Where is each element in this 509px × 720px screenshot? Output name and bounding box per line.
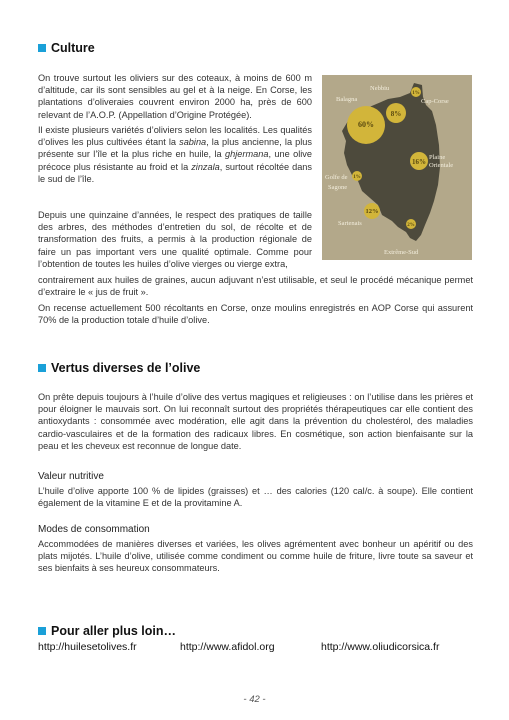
vertus-paragraph: On prête depuis toujours à l’huile d’olive des vertus magiques et religieuses : on l’utilise dans les prières et pour éloigner le mauvais sort. On lui reconnaît surtout des propriétés thérapeutiques car elle contient des antioxydants : consommée avec modération, elle agit dans la prévention du cholestérol, des maladies cardio-vasculaires et de la formation des radicaux libres. En cosmétique, son action bienfaisante sur la peau et les cheveux est reconnue de longue date.: [38, 392, 473, 451]
vertus-heading: [38, 361, 200, 375]
map-label-plaine: Plaine: [429, 154, 446, 161]
culture-heading: [38, 41, 95, 55]
link-afidol[interactable]: http://www.afidol.org: [180, 641, 275, 653]
map-label-balagna: Balagna: [336, 96, 358, 103]
heading-square-icon: [38, 44, 46, 52]
vertus-title: Vertus diverses de l’olive: [51, 361, 201, 375]
map-label-orientale: Orientale: [429, 162, 454, 169]
culture-paragraph-1: On trouve surtout les oliviers sur des coteaux, à moins de 600 m d’altitude, car ils sont sensibles au gel et à la neige. En Corse, les plantations d’oliveraies couvrent environ 2000 ha, près de 600 relevant de l’A.O.P. (Appellation d’Origine Protégée).: [38, 73, 312, 120]
bubble-label-cap-corse: 1%: [412, 91, 420, 96]
bubble-label-golfe-sagone: 1%: [353, 175, 361, 180]
heading-square-icon: [38, 364, 46, 372]
corsica-production-map: [322, 75, 472, 260]
variety-zinzala: zinzala: [191, 161, 220, 172]
culture-paragraph-3-cont: contrairement aux huiles de graines, aucun adjuvant n’est utilisable, et seul le procédé mécanique permet d’extraire le « jus de fruit ».: [38, 275, 473, 298]
map-label-extreme-sud: Extrême-Sud: [384, 249, 419, 256]
variety-ghjermana: ghjermana: [225, 149, 269, 160]
map-label-nebbiu: Nebbiu: [370, 85, 390, 92]
map-label-golfe-de: Golfe de: [325, 174, 348, 181]
variety-sabina: sabina: [179, 137, 207, 148]
bubble-label-nebbiu: 8%: [390, 110, 402, 118]
plusloin-title: Pour aller plus loin…: [51, 624, 177, 638]
culture-paragraph-3: Depuis une quinzaine d’années, le respect des pratiques de taille des arbres, des méthodes d’entretien du sol, de récolte et de transformation des fruits, a permis à la production régionale de faire un pas important vers une qualité optimale. Comme pour l’obtention de toutes les huiles d’olive vierges ou vierge extra,: [38, 210, 312, 269]
heading-square-icon: [38, 627, 46, 635]
valeur-text: L’huile d’olive apporte 100 % de lipides (graisses) et … des calories (120 cal/c. à soupe). Elle contient également de la vitamine E et de la provitamine A.: [38, 486, 473, 509]
valeur-subtitle: Valeur nutritive: [38, 471, 104, 482]
bubble-label-extreme-sud: 2%: [407, 223, 415, 228]
bubble-label-sartenais: 12%: [365, 208, 379, 215]
link-huilesetolives[interactable]: http://huilesetolives.fr: [38, 641, 137, 653]
bubble-label-balagna: 60%: [358, 120, 374, 129]
culture-title: Culture: [51, 41, 95, 55]
map-label-sagone: Sagone: [328, 184, 348, 191]
page-number: - 42 -: [243, 694, 266, 705]
culture-paragraph-4: On recense actuellement 500 récoltants en Corse, onze moulins enregistrés en AOP Corse qui assurent 70% de la production totale d’huile d’olive.: [38, 303, 473, 326]
link-oliudicorsica[interactable]: http://www.oliudicorsica.fr: [321, 641, 440, 653]
plusloin-heading: [38, 624, 176, 638]
map-label-sartenais: Sartenais: [338, 220, 362, 227]
culture-paragraph-2: Il existe plusieurs variétés d’oliviers selon les localités. Les qualités d’olives les plus cultivées étant la sabina, la plus ancienne, la plus présente sur l’île et la plus riche en huile, la ghjermana, une olive précoce plus résistante au froid et la zinzala, surtout récoltée dans le sud de l’île.: [38, 125, 313, 184]
bubble-label-plaine-orientale: 16%: [412, 158, 426, 166]
map-label-cap-corse: Cap-Corse: [421, 98, 449, 105]
modes-text: Accommodées de manières diverses et variées, les olives agrémentent avec bonheur un apéritif ou des plats mijotés. L’huile d’olive, utilisée comme condiment ou comme huile de friture, livre toute sa saveur et ses bienfaits à ses heureux consommateurs.: [38, 539, 473, 574]
modes-subtitle: Modes de consommation: [38, 524, 150, 535]
